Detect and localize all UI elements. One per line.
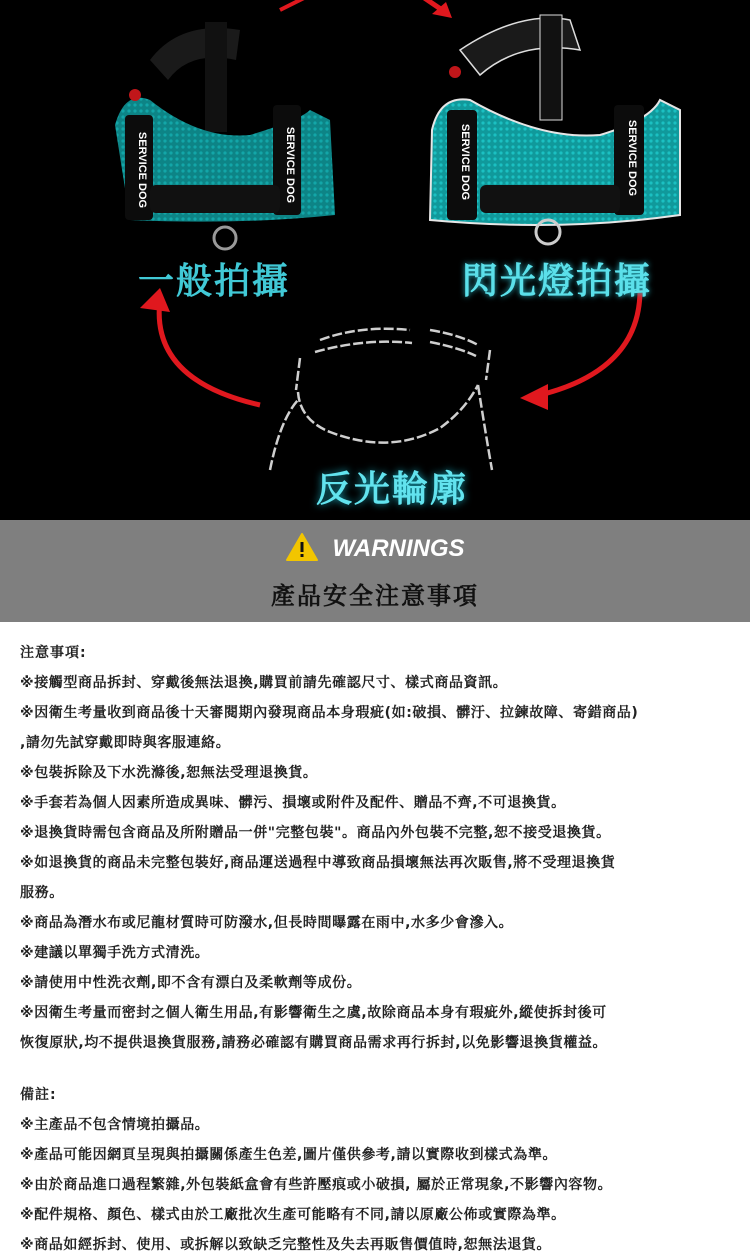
notes-item: ※因衛生考量而密封之個人衛生用品,有影響衛生之虞,故除商品本身有瑕疵外,縱使拆封後可 (20, 1005, 607, 1021)
label-normal-photo: 一般拍攝 (138, 261, 291, 302)
notes-item: ※因衛生考量收到商品後十天審閱期內發現商品本身瑕疵(如:破損、髒汙、拉鍊故障、寄錯商品) (20, 705, 639, 721)
svg-text:SERVICE DOG: SERVICE DOG (459, 123, 471, 201)
notes-item: 恢復原狀,均不提供退換貨服務,請務必確認有購買商品需求再行拆封,以免影響退換貨權益。 (20, 1035, 608, 1051)
label-reflective-outline: 反光輪廓 (316, 469, 469, 510)
label-flash-photo: 閃光燈拍攝 (462, 261, 653, 302)
notes-heading: 注意事項: (20, 645, 87, 661)
harness-normal (115, 22, 335, 249)
svg-text:SERVICE DOG: SERVICE DOG (136, 131, 148, 209)
warning-banner (0, 520, 750, 622)
remarks-list (20, 1110, 730, 1260)
notes-item: ※退換貨時需包含商品及所附贈品一併"完整包裝"。商品內外包裝不完整,恕不接受退換貨。 (20, 825, 611, 841)
reflective-outline (270, 329, 492, 470)
svg-text:SERVICE DOG: SERVICE DOG (626, 119, 638, 197)
notes-item: ※建議以單獨手洗方式清洗。 (20, 945, 210, 961)
arrow-right (540, 290, 640, 395)
svg-text:SERVICE DOG: SERVICE DOG (284, 126, 296, 204)
harness-illustration (0, 0, 750, 520)
notes-item: ※商品為潛水布或尼龍材質時可防潑水,但長時間曝露在雨中,水多少會滲入。 (20, 915, 514, 931)
warning-triangle-icon (285, 532, 319, 566)
notes-item: ※接觸型商品拆封、穿戴後無法退換,購買前請先確認尺寸、樣式商品資訊。 (20, 675, 508, 691)
harness-flash (430, 15, 680, 244)
arrow-left (159, 300, 260, 405)
notes-item: 服務。 (20, 885, 64, 901)
notes-section (0, 622, 750, 1260)
notes-item: ※請使用中性洗衣劑,即不含有漂白及柔軟劑等成份。 (20, 975, 362, 991)
remarks-item: ※主產品不包含情境拍攝品。 (20, 1117, 210, 1133)
product-hero-image (0, 0, 750, 520)
notes-item: ,請勿先試穿戴即時與客服連絡。 (20, 735, 231, 751)
remarks-heading: 備註: (20, 1087, 57, 1103)
notes-item: ※如退換貨的商品未完整包裝好,商品運送過程中導致商品損壞無法再次販售,將不受理退換貨 (20, 855, 616, 871)
remarks-item: ※商品如經拆封、使用、或拆解以致缺乏完整性及失去再販售價值時,恕無法退貨。 (20, 1237, 552, 1253)
remarks-item: ※產品可能因網頁呈現與拍攝關係產生色差,圖片僅供參考,請以實際收到樣式為準。 (20, 1147, 558, 1163)
notes-item: ※包裝拆除及下水洗滌後,恕無法受理退換貨。 (20, 765, 318, 781)
warning-title: WARNINGS (332, 535, 465, 562)
remarks-item: ※配件規格、顏色、樣式由於工廠批次生產可能略有不同,請以原廠公佈或實際為準。 (20, 1207, 566, 1223)
banner-subtitle: 產品安全注意事項 (271, 582, 479, 610)
notes-item: ※手套若為個人因素所造成異味、髒污、損壞或附件及配件、贈品不齊,不可退換貨。 (20, 795, 566, 811)
notes-list (20, 668, 730, 1058)
remarks-item: ※由於商品進口過程繁雜,外包裝紙盒會有些許壓痕或小破損, 屬於正常現象,不影響內容物。 (20, 1177, 613, 1193)
